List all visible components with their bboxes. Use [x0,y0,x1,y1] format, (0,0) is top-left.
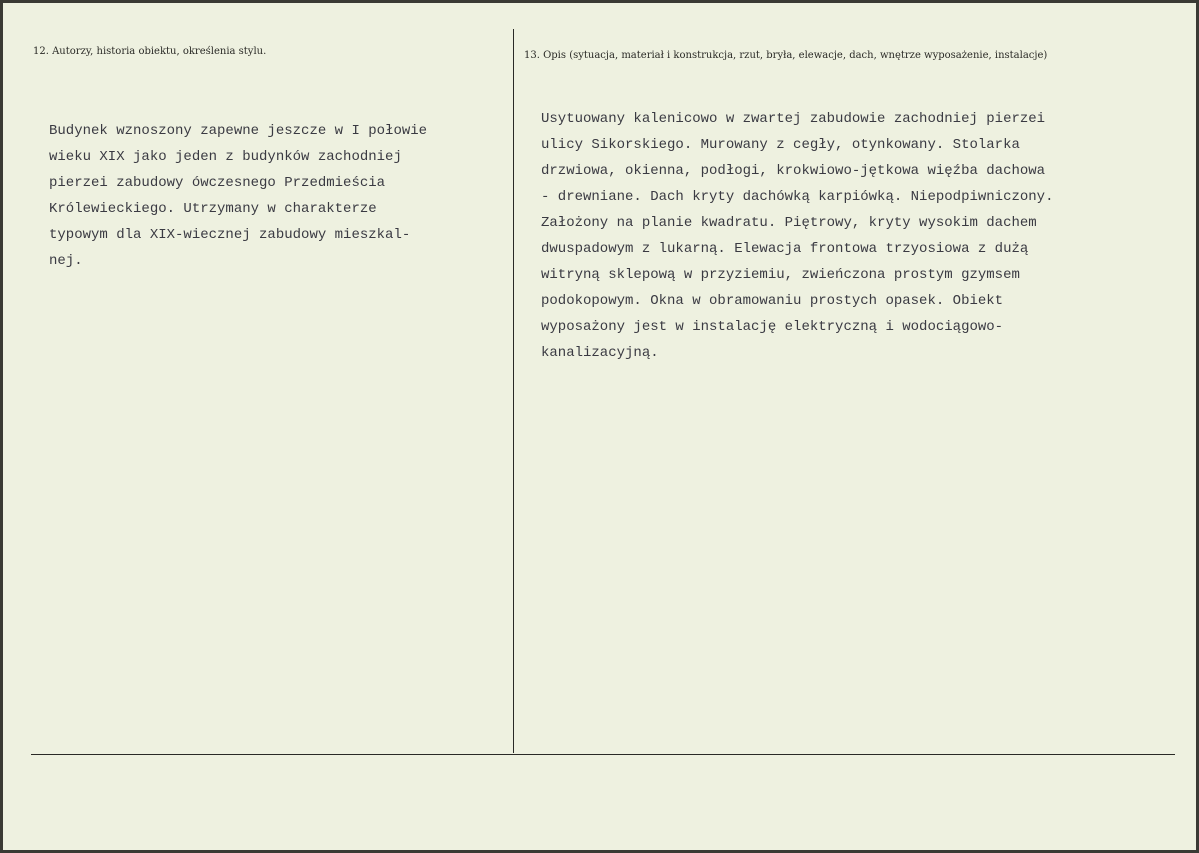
text-line: wyposażony jest w instalację elektryczną i wodociągowo- [541,319,1004,335]
text-line: ulicy Sikorskiego. Murowany z cegły, otynkowany. Stolarka [541,137,1020,153]
text-line: typowym dla XIX-wiecznej zabudowy mieszkal- [49,227,411,243]
section-12-text [49,118,427,274]
text-line: Usytuowany kalenicowo w zwartej zabudowie zachodniej pierzei [541,111,1046,127]
section-13-text [541,106,1053,366]
text-line: Królewieckiego. Utrzymany w charakterze [49,201,377,217]
bottom-rule [31,754,1175,755]
text-line: kanalizacyjną. [541,345,659,361]
text-line: wieku XIX jako jeden z budynków zachodniej [49,149,402,165]
section-13-heading: 13. Opis (sytuacja, materiał i konstrukcja, rzut, bryła, elewacje, dach, wnętrze wyposażenie, instalacje) [524,50,1048,61]
text-line: podokopowym. Okna w obramowaniu prostych opasek. Obiekt [541,293,1004,309]
text-line: pierzei zabudowy ówczesnego Przedmieścia [49,175,386,191]
text-line: nej. [49,253,83,269]
text-line: Założony na planie kwadratu. Piętrowy, kryty wysokim dachem [541,215,1037,231]
text-line: - drewniane. Dach kryty dachówką karpiówką. Niepodpiwniczony. [541,189,1054,205]
text-line: witryną sklepową w przyziemiu, zwieńczona prostym gzymsem [541,267,1020,283]
text-line: Budynek wznoszony zapewne jeszcze w I połowie [49,123,428,139]
section-12-heading: 12. Autorzy, historia obiektu, określenia stylu. [33,46,267,57]
text-line: drzwiowa, okienna, podłogi, krokwiowo-jętkowa więźba dachowa [541,163,1046,179]
column-divider [513,29,514,753]
text-line: dwuspadowym z lukarną. Elewacja frontowa trzyosiowa z dużą [541,241,1029,257]
